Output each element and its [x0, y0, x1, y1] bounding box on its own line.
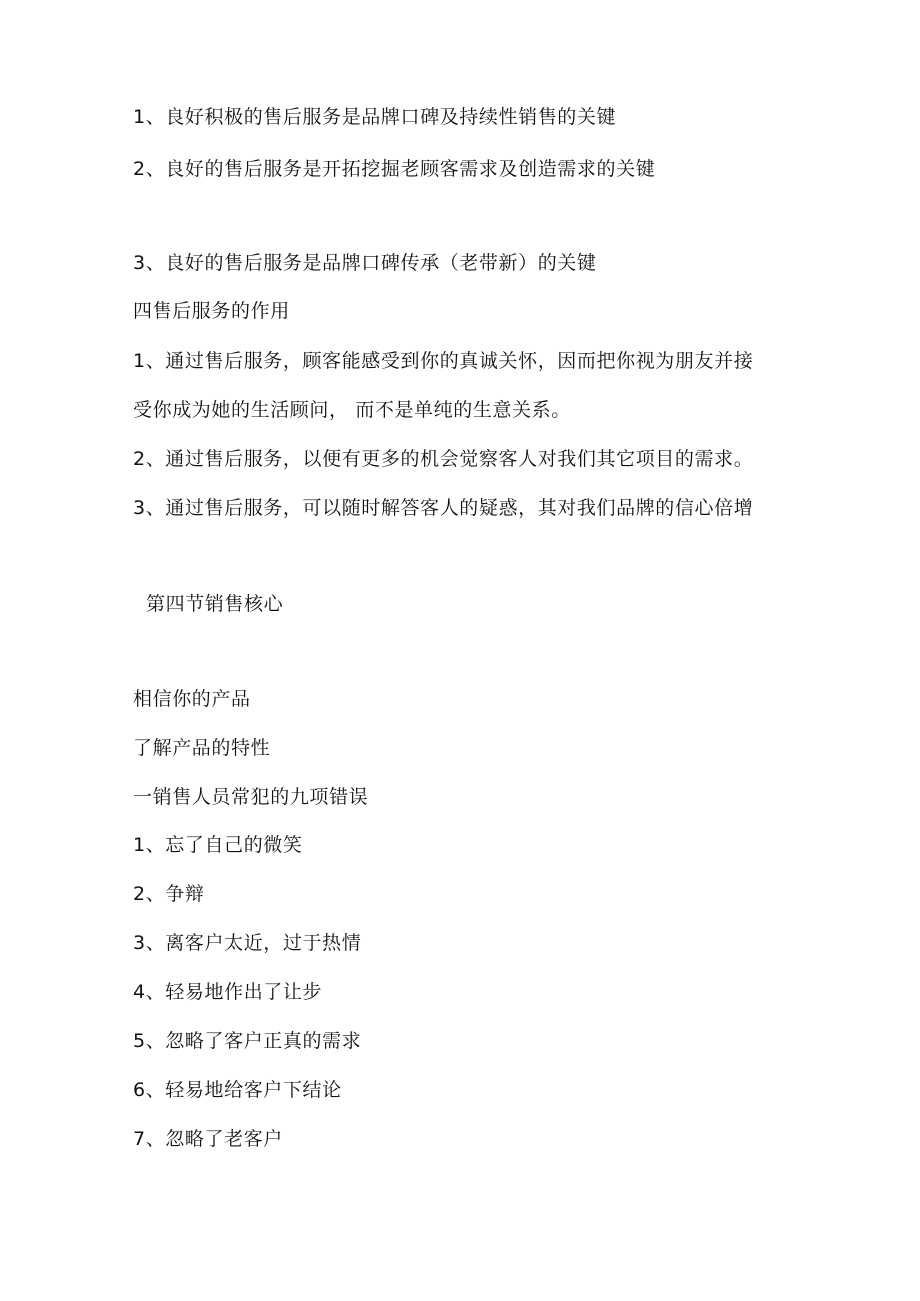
- paragraph-line: 受你成为她的生活顾问， 而不是单纯的生意关系。: [133, 399, 571, 421]
- paragraph-line: 3、良好的售后服务是品牌口碑传承（老带新）的关键: [133, 252, 597, 274]
- list-item: 5、忽略了客户正真的需求: [133, 1030, 362, 1052]
- paragraph-line: 2、良好的售后服务是开拓挖掘老顾客需求及创造需求的关键: [133, 158, 656, 180]
- section-heading: 一销售人员常犯的九项错误: [133, 786, 369, 808]
- paragraph-line: 相信你的产品: [133, 688, 251, 710]
- paragraph-line: 1、通过售后服务，顾客能感受到你的真诚关怀，因而把你视为朋友并接: [133, 350, 754, 372]
- list-item: 6、轻易地给客户下结论: [133, 1079, 342, 1101]
- paragraph-line: 3、通过售后服务，可以随时解答客人的疑惑，其对我们品牌的信心倍增: [133, 497, 754, 519]
- chapter-heading: 第四节销售核心: [146, 593, 284, 615]
- list-item: 7、忽略了老客户: [133, 1128, 283, 1150]
- list-item: 1、忘了自己的微笑: [133, 834, 303, 856]
- paragraph-line: 了解产品的特性: [133, 737, 271, 759]
- section-heading: 四售后服务的作用: [133, 300, 290, 322]
- paragraph-line: 2、通过售后服务，以便有更多的机会觉察客人对我们其它项目的需求。: [133, 448, 754, 470]
- list-item: 4、轻易地作出了让步: [133, 981, 323, 1003]
- list-item: 2、争辩: [133, 883, 205, 905]
- paragraph-line: 1、良好积极的售后服务是品牌口碑及持续性销售的关键: [133, 106, 617, 128]
- list-item: 3、离客户太近，过于热情: [133, 932, 362, 954]
